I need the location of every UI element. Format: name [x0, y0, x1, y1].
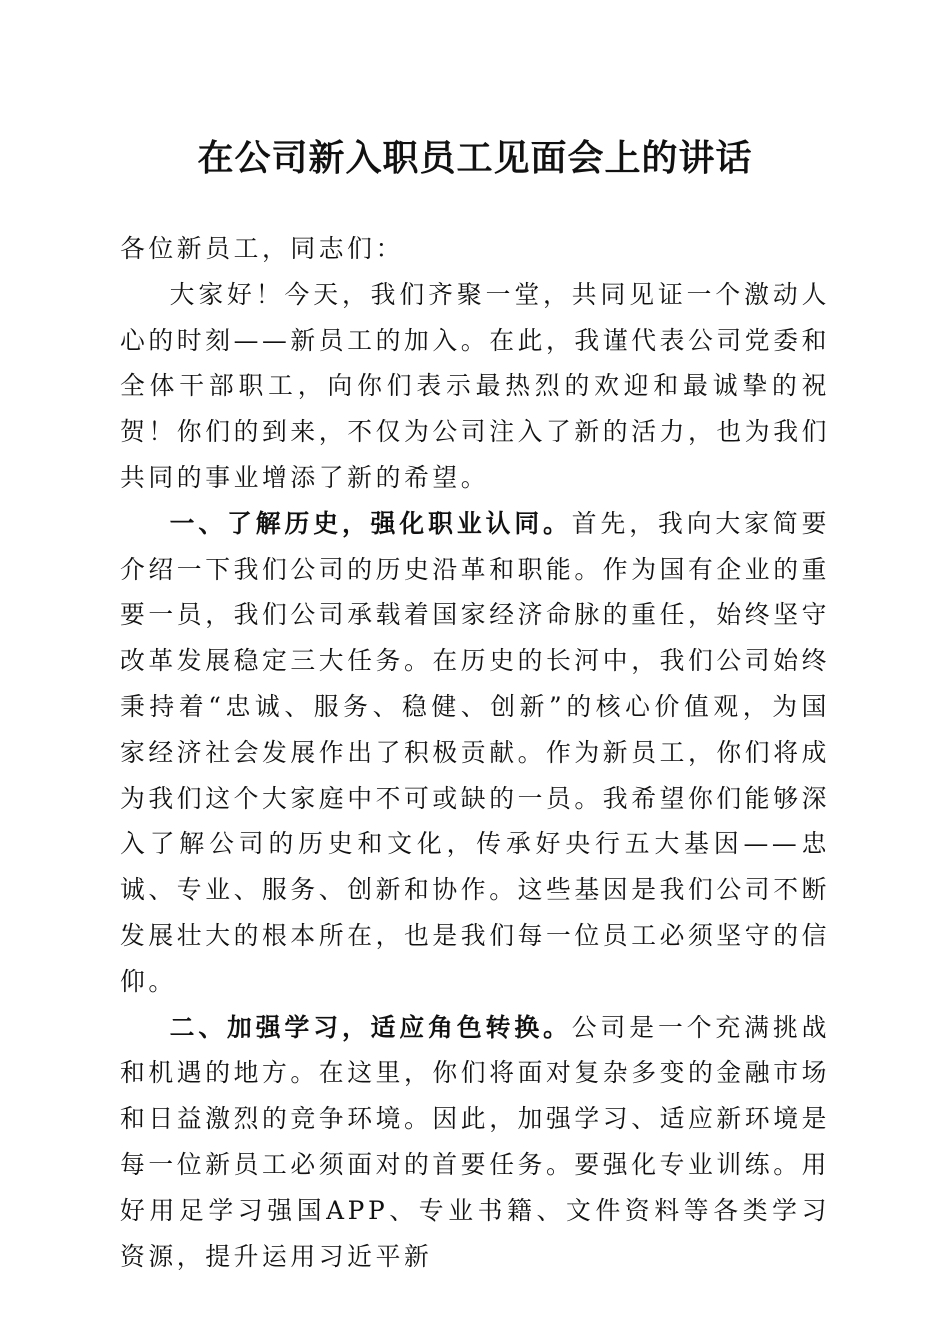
paragraph-greeting	[120, 272, 830, 501]
paragraph-section-two	[120, 1005, 830, 1280]
document-body	[120, 226, 830, 1279]
document-title: 在公司新入职员工见面会上的讲话	[197, 137, 753, 179]
paragraph-section-one	[120, 501, 830, 1005]
paragraph-text: 首先，我向大家简要介绍一下我们公司的历史沿革和职能。作为国有企业的重要一员，我们公司承载着国家经济命脉的重任，始终坚守改革发展稳定三大任务。在历史的长河中，我们公司始终秉持着“忠诚、服务、稳健、创新”的核心价值观，为国家经济社会发展作出了积极贡献。作为新员工，你们将成为我们这个大家庭中不可或缺的一员。我希望你们能够深入了解公司的历史和文化，传承好央行五大基因——忠诚、专业、服务、创新和协作。这些基因是我们公司不断发展壮大的根本所在，也是我们每一位员工必须坚守的信仰。	[120, 508, 830, 996]
paragraph-text: 公司是一个充满挑战和机遇的地方。在这里，你们将面对复杂多变的金融市场和日益激烈的竞争环境。因此，加强学习、适应新环境是每一位新员工必须面对的首要任务。要强化专业训练。用好用足学习强国APP、专业书籍、文件资料等各类学习资源，提升运用习近平新	[120, 1012, 830, 1271]
section-heading: 一、了解历史，强化职业认同。	[169, 508, 572, 538]
section-heading: 二、加强学习，适应角色转换。	[169, 1012, 572, 1042]
paragraph-text: 大家好！今天，我们齐聚一堂，共同见证一个激动人心的时刻——新员工的加入。在此，我谨代表公司党委和全体干部职工，向你们表示最热烈的欢迎和最诚挚的祝贺！你们的到来，不仅为公司注入了新的活力，也为我们共同的事业增添了新的希望。	[120, 279, 830, 492]
salutation: 各位新员工，同志们：	[120, 234, 404, 263]
